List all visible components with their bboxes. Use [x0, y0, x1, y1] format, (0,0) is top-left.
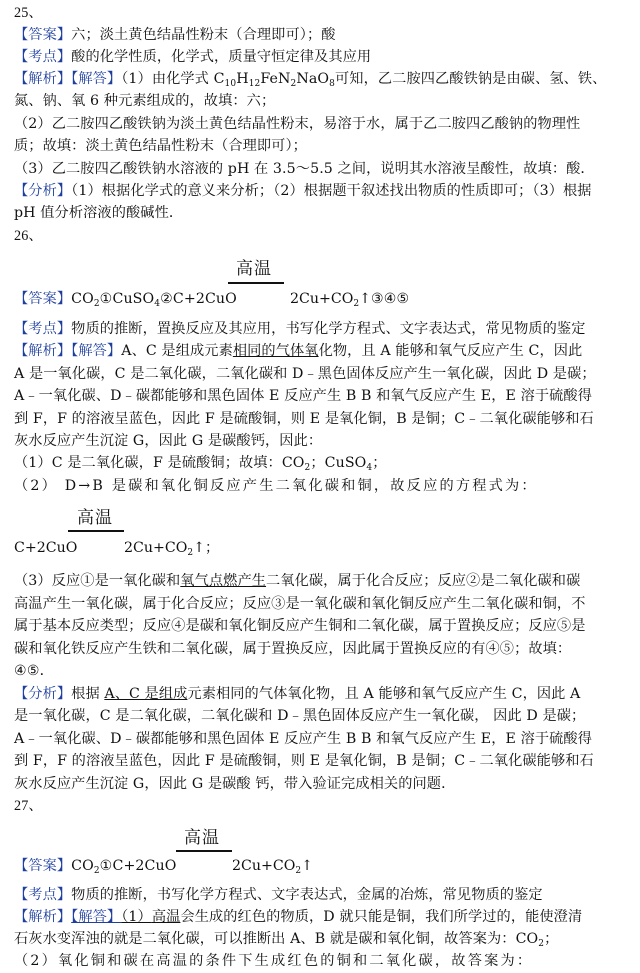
q25-text: （1）根据化学式的意义来分析；（2）根据题干叙述找出物质的性质即可；（3）根据: [71, 183, 592, 199]
q26-text: ；: [372, 455, 387, 471]
subscript: 2: [93, 299, 100, 309]
analysis-tag: 【解析】: [14, 71, 72, 87]
q26-underlined-text: A、C 是组成: [104, 686, 188, 702]
q26-analyze-line-3: A﹣一氧化碳、D﹣碳都能够和黑色固体 E 反应产生 B B 和氧气反应产生 E，E 溶于硫酸得: [14, 731, 593, 747]
q26-analyze-line-5: 灰水反应产生沉淀 G，因此 G 是碳酸 钙，带入验证完成相关的问题．: [14, 776, 456, 792]
q27-point-line: [14, 884, 626, 906]
subscript: 12: [248, 79, 261, 89]
high-temperature-condition: 高温: [77, 508, 113, 528]
q27-text: ↑: [301, 858, 314, 874]
q25-text: （1）由化学式 C: [121, 71, 225, 87]
high-temperature-condition: 高温: [184, 828, 220, 848]
q26-analyze-line-2: 是一氧化碳，C 是二氧化碳，二氧化碳和 D﹣黑色固体反应产生一氧化碳， 因此 D 是碳；: [14, 708, 586, 724]
subscript: 2: [187, 548, 194, 558]
analysis-tag: 【解析】: [14, 343, 72, 359]
point-tag: 【考点】: [14, 49, 72, 65]
q25-analyze-line-2: pH 值分析溶液的酸碱性．: [14, 205, 184, 221]
q26-analyze-line-4: 到 F，F 的溶液呈蓝色，因此 F 是硫酸铜，则 E 是氧化铜，B 是铜；C﹣二氧化碳能够和石: [14, 753, 594, 769]
q25-text: H: [236, 71, 249, 87]
point-tag: 【考点】: [14, 321, 72, 337]
q26-text: ↑③④⑤: [359, 291, 410, 307]
subscript: 8: [329, 79, 335, 89]
q27-underlined-text: （1）: [121, 909, 152, 925]
q25-analysis-line-2: 氮、钠、氧 6 种元素组成的，故填：六；: [14, 93, 276, 109]
q26-equation-reactants: C+2CuO: [14, 540, 78, 556]
q25-analyze-line-1: [14, 180, 626, 202]
q26-text: ①CuSO: [99, 291, 155, 307]
q26-analysis-line-4: 到 F，F 的溶液呈蓝色，因此 F 是硫酸铜，则 E 是氧化铜，B 是铜；C﹣二氧化碳能够和石: [14, 411, 594, 427]
subscript: 2: [353, 299, 360, 309]
subscript: 2: [93, 866, 100, 876]
answer-tag: 【答案】: [14, 858, 72, 874]
analyze-tag: 【分析】: [14, 183, 72, 199]
q26-analysis-line-10: 属于基本反应类型；反应④是碳和氧化铜反应产生铜和二氧化碳，属于置换反应；反应⑤是: [14, 618, 586, 634]
q26-text: A、C 是组成元素: [121, 343, 233, 359]
q26-analysis-line-1: [14, 340, 626, 362]
q26-analysis-line-8: [14, 570, 626, 592]
subscript: 4: [154, 299, 161, 309]
analysis-tag: 【解析】: [14, 909, 72, 925]
q26-underlined-text: 相同的气体氧: [232, 343, 319, 359]
q26-text: CO: [71, 291, 94, 307]
q25-point-line: [14, 46, 626, 68]
subscript: 2: [538, 939, 545, 949]
q27-text: 2Cu+CO: [232, 858, 296, 874]
q27-text: 石灰水变浑浊的就是二氧化碳，可以推断出 A、B 就是碳和氧化铜，故答案为：CO: [14, 931, 539, 947]
q27-point: 物质的推断，书写化学方程式、文字表达式，金属的冶炼，常见物质的鉴定: [71, 887, 543, 903]
answer-tag: 【答案】: [14, 27, 72, 43]
q26-text: 二氧化碳，属于化合反应；反应②是二氧化碳和碳: [266, 573, 581, 589]
question-number-27: 27、: [14, 798, 43, 814]
q27-text: ；: [544, 931, 559, 947]
q26-text: （3）反应①是一氧化碳和: [14, 573, 181, 589]
q25-text: FeN: [260, 71, 291, 87]
q26-text: 元素相同的气体氧化物，且 A 能够和氧气反应产生 C，因此 A: [187, 686, 581, 702]
q25-point: 酸的化学性质，化学式，质量守恒定律及其应用: [71, 49, 372, 65]
solve-tag: 【解答】: [71, 909, 122, 925]
q25-analysis-line-5: （3）乙二胺四乙酸铁钠水溶液的 pH 在 3.5～5.5 之间，说明其水溶液呈酸性，故填：酸．: [14, 161, 595, 177]
answer-tag: 【答案】: [14, 291, 72, 307]
subscript: 10: [224, 79, 237, 89]
q26-text: 2Cu+CO: [124, 540, 188, 556]
q25-text: NaO: [296, 71, 330, 87]
q25-text: 可知，乙二胺四乙酸铁钠是由碳、氢、铁、: [335, 71, 607, 87]
point-tag: 【考点】: [14, 887, 72, 903]
q26-text: 根据: [71, 686, 105, 702]
q26-text: 化物，且 A 能够和氧气反应产生 C，因此: [318, 343, 583, 359]
q25-answer-line: [14, 24, 626, 46]
q26-analysis-line-2: A 是一氧化碳，C 是二氧化碳，二氧化碳和 D﹣黑色固体反应产生一氧化碳，因此 D 是碳；: [14, 366, 596, 382]
q26-analysis-line-5: 灰水反应产生沉淀 G，因此 G 是碳酸钙，因此：: [14, 433, 323, 449]
q26-text: ↑；: [193, 540, 220, 556]
q26-text: （1）C 是二氧化碳，F 是硫酸铜；故填：CO: [14, 455, 305, 471]
solve-tag: 【解答】: [71, 71, 122, 87]
subscript: 2: [304, 463, 311, 473]
subscript: 4: [366, 463, 373, 473]
q26-text: 2Cu+CO: [290, 291, 354, 307]
q27-text: ①C+2CuO: [99, 858, 177, 874]
q27-answer-products: [232, 856, 313, 881]
subscript: 2: [295, 866, 302, 876]
q26-text: ；CuSO: [310, 455, 367, 471]
q26-point: 物质的推断，置换反应及其应用，书写化学方程式、文字表达式，常见物质的鉴定: [71, 321, 586, 337]
q25-answer: 六；淡土黄色结晶性粉末（合理即可）；酸: [71, 27, 336, 43]
q26-analysis-line-7: （2） D→B 是碳和氧化铜反应产生二氧化碳和铜，故反应的方程式为：: [14, 478, 538, 494]
q26-analyze-line-1: [14, 683, 626, 705]
q26-text: ②C+2CuO: [160, 291, 237, 307]
q27-text: CO: [71, 858, 94, 874]
q27-underlined-text: 高温: [151, 909, 181, 925]
q26-analysis-line-3: A﹣一氧化碳、D﹣碳都能够和黑色固体 E 反应产生 B B 和氧气反应产生 E，E 溶于硫酸得: [14, 388, 593, 404]
q26-underlined-text: 氧气点燃产生: [180, 573, 267, 589]
q27-text: 会生成的红色的物质，D 就只能是铜，我们所学过的，能使澄清: [180, 909, 583, 925]
analyze-tag: 【分析】: [14, 686, 72, 702]
reaction-arrow-bar: [228, 282, 284, 284]
question-number-25: 25、: [14, 5, 43, 21]
question-number-26: 26、: [14, 228, 43, 244]
q26-point-line: [14, 318, 626, 340]
q27-analysis-line-3: （2）氧化铜和碳在高温的条件下生成红色的铜和二氧化碳，故答案为：: [14, 953, 534, 969]
solve-tag: 【解答】: [71, 343, 122, 359]
q27-answer-line: [14, 855, 626, 882]
q26-analysis-line-12: ④⑤．: [14, 663, 54, 679]
q26-equation-products: [124, 538, 219, 563]
q26-answer-products: [290, 289, 409, 314]
subscript: 2: [290, 79, 297, 89]
q25-analysis-line-4: 质；故填：淡土黄色结晶性粉末（合理即可）；: [14, 138, 307, 154]
q26-analysis-line-11: 碳和氧化铁反应产生铁和二氧化碳，属于置换反应，因此属于置换反应的有④⑤；故填：: [14, 641, 572, 657]
q27-analysis-line-1: [14, 906, 626, 928]
reaction-arrow-bar: [68, 530, 124, 532]
high-temperature-condition: 高温: [236, 259, 272, 279]
q25-analysis-line-3: （2）乙二胺四乙酸铁钠为淡土黄色结晶性粉末，易溶于水，属于乙二胺四乙酸钠的物理性: [14, 116, 581, 132]
reaction-arrow-bar: [176, 850, 232, 852]
q26-analysis-line-9: 高温产生一氧化碳，属于化合反应；反应③是一氧化碳和氧化铜反应产生二氧化碳和铜，不: [14, 596, 586, 612]
